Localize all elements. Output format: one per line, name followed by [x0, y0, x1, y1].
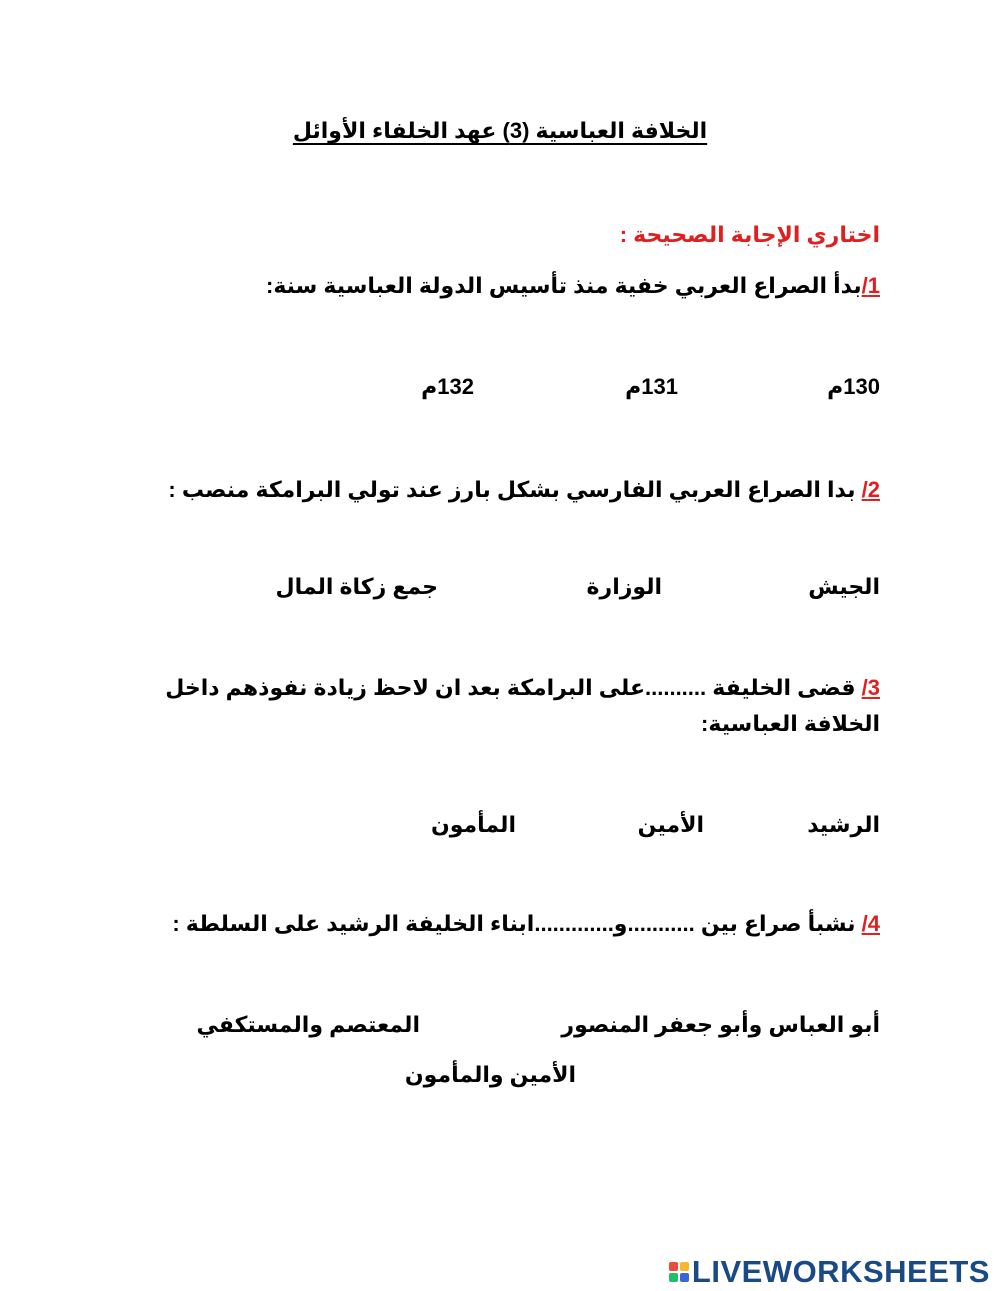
option-4b[interactable]: المعتصم والمستكفي	[196, 1012, 420, 1037]
question-2	[168, 472, 880, 508]
question-text: بدأ الصراع العربي خفية منذ تأسيس الدولة العباسية سنة:	[266, 273, 862, 298]
option-2b[interactable]: الوزارة	[586, 574, 662, 599]
question-number: 1/	[861, 273, 880, 298]
option-1b[interactable]: 131م	[625, 374, 678, 399]
option-4c[interactable]: الأمين والمأمون	[404, 1062, 576, 1087]
option-2a[interactable]: الجيش	[808, 574, 880, 599]
option-3b[interactable]: الأمين	[637, 812, 704, 837]
page-title: الخلافة العباسية (3) عهد الخلفاء الأوائل	[292, 118, 708, 143]
question-text: بدا الصراع العربي الفارسي بشكل بارز عند تولي البرامكة منصب :	[168, 477, 856, 502]
option-3c[interactable]: المأمون	[430, 812, 516, 837]
question-text: نشبأ صراع بين ...........و.............ابناء الخليفة الرشيد على السلطة :	[172, 911, 856, 936]
liveworksheets-logo	[669, 1254, 990, 1290]
question-4	[172, 906, 880, 942]
option-3a[interactable]: الرشيد	[807, 812, 880, 837]
brand-name: LIVEWORKSHEETS	[691, 1254, 990, 1289]
option-1c[interactable]: 132م	[421, 374, 474, 399]
question-number: 2/	[861, 477, 880, 502]
logo-icon	[669, 1262, 689, 1282]
option-1a[interactable]: 130م	[827, 374, 880, 399]
question-number: 3/	[861, 675, 880, 700]
question-3	[128, 670, 880, 742]
question-number: 4/	[861, 911, 880, 936]
question-text: قضى الخليفة ..........على البرامكة بعد ان لاحظ زيادة نفوذهم داخل الخلافة العباسية:	[165, 675, 880, 736]
option-2c[interactable]: جمع زكاة المال	[275, 574, 438, 599]
instruction: اختاري الإجابة الصحيحة :	[619, 222, 880, 247]
option-4a[interactable]: أبو العباس وأبو جعفر المنصور	[561, 1012, 880, 1037]
question-1	[266, 268, 880, 304]
